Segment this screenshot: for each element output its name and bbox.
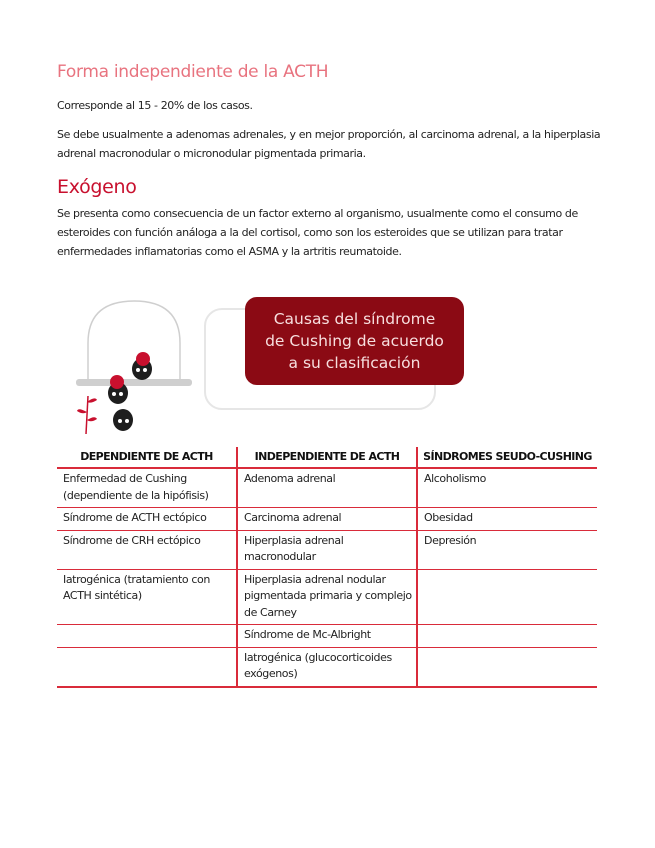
classification-table bbox=[57, 447, 597, 688]
table-row bbox=[57, 647, 597, 687]
callout-text: Causas del síndrome de Cushing de acuerdo a su clasificación bbox=[265, 310, 444, 372]
table-cell bbox=[417, 625, 597, 648]
header-seudo-cushing: SÍNDROMES SEUDO-CUSHING bbox=[417, 447, 597, 468]
table-cell: Alcoholismo bbox=[417, 468, 597, 508]
table-cell: Carcinoma adrenal bbox=[237, 508, 417, 531]
table-row bbox=[57, 569, 597, 625]
table-cell bbox=[417, 647, 597, 687]
table-cell bbox=[57, 647, 237, 687]
table-cell: Síndrome de Mc-Albright bbox=[237, 625, 417, 648]
table-cell: Hiperplasia adrenal macronodular bbox=[237, 530, 417, 569]
characters-illustration bbox=[70, 298, 200, 436]
table-cell: Obesidad bbox=[417, 508, 597, 531]
table-row bbox=[57, 508, 597, 531]
table-cell: Síndrome de ACTH ectópico bbox=[57, 508, 237, 531]
table-cell: Síndrome de CRH ectópico bbox=[57, 530, 237, 569]
table-cell bbox=[57, 625, 237, 648]
table-row bbox=[57, 625, 597, 648]
table-cell: Iatrogénica (glucocorticoides exógenos) bbox=[237, 647, 417, 687]
exogeno-heading: Exógeno bbox=[57, 176, 137, 198]
table-header-row bbox=[57, 447, 597, 468]
table-cell: Hiperplasia adrenal nodular pigmentada primaria y complejo de Carney bbox=[237, 569, 417, 625]
table-cell bbox=[417, 569, 597, 625]
table-row bbox=[57, 468, 597, 508]
table-cell: Depresión bbox=[417, 530, 597, 569]
table-cell: Adenoma adrenal bbox=[237, 468, 417, 508]
illustration bbox=[70, 298, 200, 436]
table-cell: Enfermedad de Cushing (dependiente de la hipófisis) bbox=[57, 468, 237, 508]
paragraph-percentage: Corresponde al 15 - 20% de los casos. bbox=[57, 99, 253, 112]
header-dependiente: DEPENDIENTE DE ACTH bbox=[57, 447, 237, 468]
callout-box bbox=[245, 297, 464, 385]
table-cell: Iatrogénica (tratamiento con ACTH sintética) bbox=[57, 569, 237, 625]
section-heading: Forma independiente de la ACTH bbox=[57, 62, 329, 82]
table-row bbox=[57, 530, 597, 569]
header-independiente: INDEPENDIENTE DE ACTH bbox=[237, 447, 417, 468]
paragraph-exogeno: Se presenta como consecuencia de un factor externo al organismo, usualmente como el consumo de esteroides con función análoga a la del cortisol, como son los esteroides que se utilizan para tratar enfermedades inflamatorias como el ASMA y la artritis reumatoide. bbox=[57, 207, 578, 258]
paragraph-causes: Se debe usualmente a adenomas adrenales, y en mejor proporción, al carcinoma adrenal, a la hiperplasia adrenal macronodular o micronodular pigmentada primaria. bbox=[57, 128, 601, 160]
